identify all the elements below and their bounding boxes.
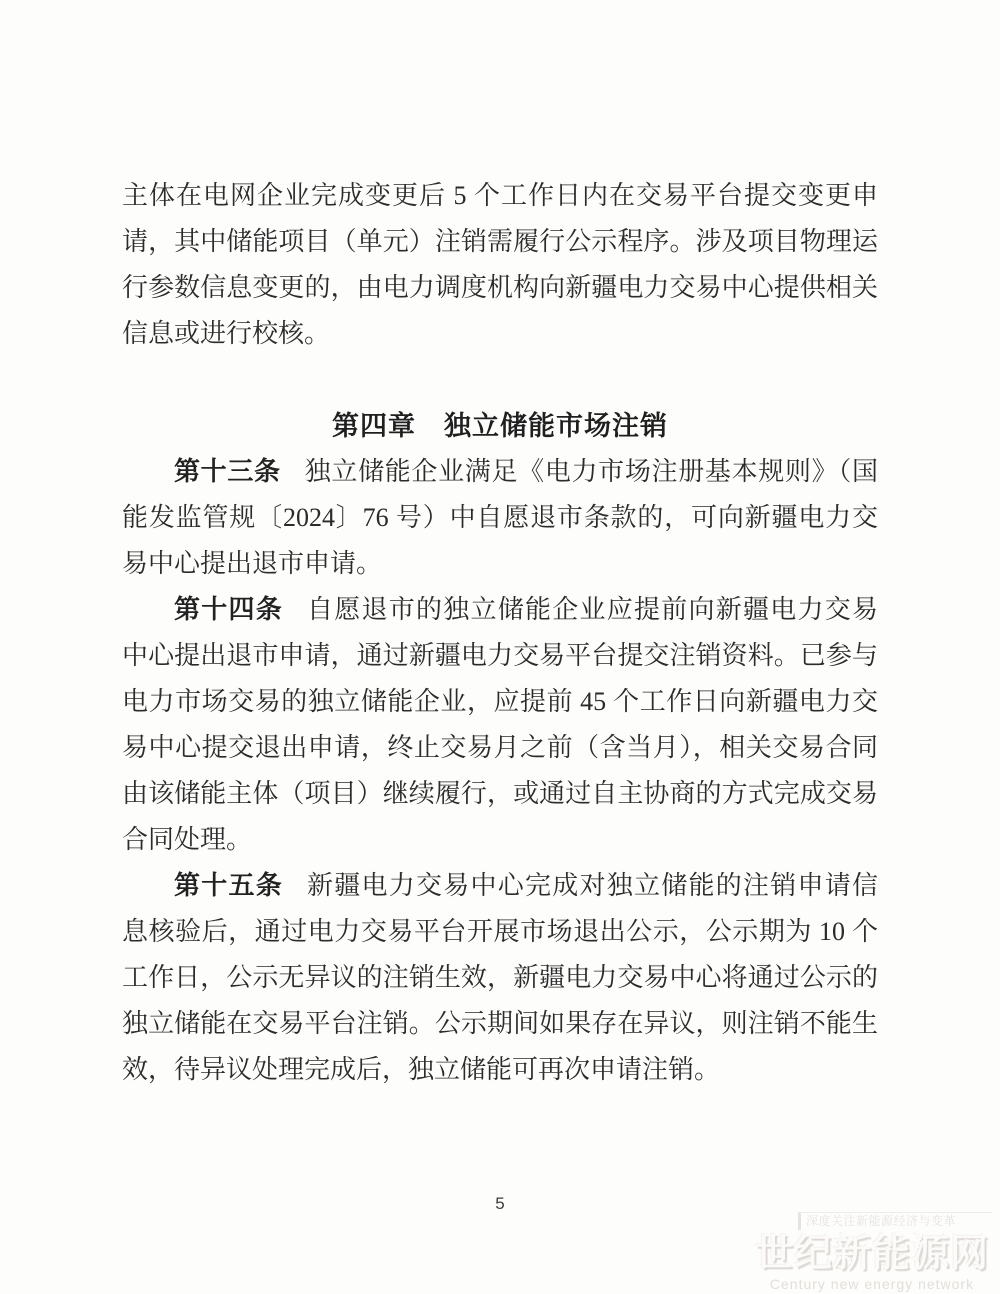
article-14-text: 自愿退市的独立储能企业应提前向新疆电力交易 [307, 595, 878, 624]
intro-paragraph [122, 173, 878, 357]
text-line: 独立储能在交易平台注销。公示期间如果存在异议，则注销不能生 [122, 1009, 878, 1038]
article-14-label: 第十四条 [174, 595, 283, 624]
watermark-subtext: Century new energy network [769, 1276, 975, 1292]
chapter-heading: 第四章 独立储能市场注销 [332, 411, 668, 441]
text-line: 合同处理。 [122, 825, 253, 854]
text-line: 行参数信息变更的，由电力调度机构向新疆电力交易中心提供相关 [122, 273, 878, 302]
text-line [122, 863, 878, 909]
text-line: 效，待异议处理完成后，独立储能可再次申请注销。 [122, 1055, 721, 1084]
article-13-text: 独立储能企业满足《电力市场注册基本规则》（国 [304, 457, 878, 486]
article-14 [122, 587, 878, 863]
article-15-label: 第十五条 [174, 871, 283, 900]
text-line: 易中心提交退出申请，终止交易月之前（含当月），相关交易合同 [122, 733, 878, 762]
article-15-text: 新疆电力交易中心完成对独立储能的注销申请信 [307, 871, 878, 900]
text-line [122, 587, 878, 633]
text-line: 信息或进行校核。 [122, 319, 331, 348]
watermark-tagline: 深度关注新能源经济与变革 [798, 1212, 992, 1230]
article-13-label: 第十三条 [174, 457, 281, 486]
document-content [122, 173, 878, 1093]
watermark [752, 1212, 992, 1292]
text-line: 工作日，公示无异议的注销生效，新疆电力交易中心将通过公示的 [122, 963, 878, 992]
page-number: 5 [495, 1194, 505, 1213]
article-15 [122, 863, 878, 1093]
text-line: 易中心提出退市申请。 [122, 549, 383, 578]
text-line [122, 449, 878, 495]
text-line: 能发监管规〔2024〕76 号）中自愿退市条款的，可向新疆电力交 [122, 503, 878, 532]
article-13 [122, 449, 878, 587]
watermark-logo: 世纪新能源网 [754, 1233, 989, 1275]
text-line: 电力市场交易的独立储能企业，应提前 45 个工作日向新疆电力交 [122, 687, 878, 716]
text-line: 中心提出退市申请，通过新疆电力交易平台提交注销资料。已参与 [122, 641, 878, 670]
text-line: 息核验后，通过电力交易平台开展市场退出公示，公示期为 10 个 [122, 917, 878, 946]
text-line: 由该储能主体（项目）继续履行，或通过自主协商的方式完成交易 [122, 779, 878, 808]
text-line: 主体在电网企业完成变更后 5 个工作日内在交易平台提交变更申 [122, 181, 878, 210]
text-line: 请，其中储能项目（单元）注销需履行公示程序。涉及项目物理运 [122, 227, 878, 256]
